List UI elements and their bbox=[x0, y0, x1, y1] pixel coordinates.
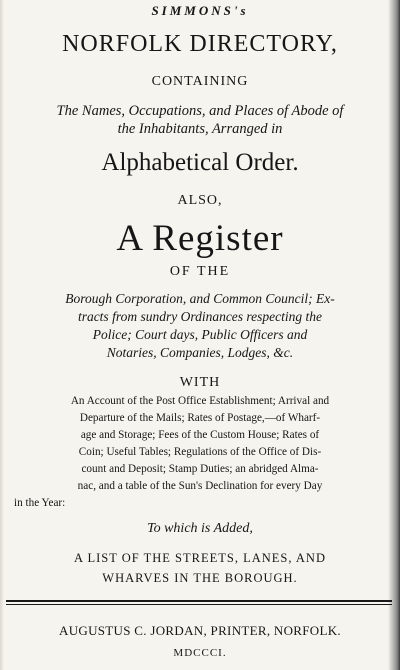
publication-year: MDCCCI. bbox=[173, 647, 227, 659]
register-line-3: Police; Court days, Public Officers and bbox=[92, 327, 308, 342]
register-line-1: Borough Corporation, and Common Council; Ex- bbox=[65, 291, 335, 306]
account-line-7: in the Year: bbox=[14, 497, 66, 509]
register-line-4: Notaries, Companies, Lodges, &c. bbox=[106, 345, 294, 360]
streets-line-1: A LIST OF THE STREETS, LANES, AND bbox=[73, 551, 326, 565]
directory-title: NORFOLK DIRECTORY, bbox=[62, 31, 338, 57]
register-heading: A Register bbox=[116, 218, 284, 259]
register-line-2: tracts from sundry Ordinances respecting the bbox=[77, 309, 323, 324]
account-line-4: Coin; Useful Tables; Regulations of the Office of Dis- bbox=[78, 446, 322, 458]
also-label: ALSO, bbox=[177, 193, 223, 208]
imprint-rule-top-thin bbox=[6, 604, 392, 605]
account-line-6: nac, and a table of the Sun's Declination for every Day bbox=[77, 480, 323, 492]
contents-line-1: The Names, Occupations, and Places of Abode of bbox=[56, 103, 344, 119]
printer-imprint: AUGUSTUS C. JORDAN, PRINTER, NORFOLK. bbox=[59, 623, 341, 638]
imprint-rule-top bbox=[6, 600, 392, 602]
account-line-5: count and Deposit; Stamp Duties; an abridged Alma- bbox=[81, 463, 319, 475]
contents-line-2: the Inhabitants, Arranged in bbox=[117, 121, 283, 137]
account-line-1: An Account of the Post Office Establishment; Arrival and bbox=[70, 395, 330, 407]
streets-line-2: WHARVES IN THE BOROUGH. bbox=[102, 571, 298, 585]
with-label: WITH bbox=[179, 375, 221, 390]
publisher-name: SIMMONS's bbox=[151, 3, 249, 18]
containing-label: CONTAINING bbox=[151, 74, 249, 89]
added-label: To which is Added, bbox=[147, 521, 253, 536]
alphabetical-order: Alphabetical Order. bbox=[101, 149, 299, 176]
account-line-3: age and Storage; Fees of the Custom House; Rates of bbox=[80, 429, 320, 441]
of-the-label: OF THE bbox=[169, 264, 231, 279]
account-line-2: Departure of the Mails; Rates of Postage,—of Wharf- bbox=[79, 412, 321, 424]
